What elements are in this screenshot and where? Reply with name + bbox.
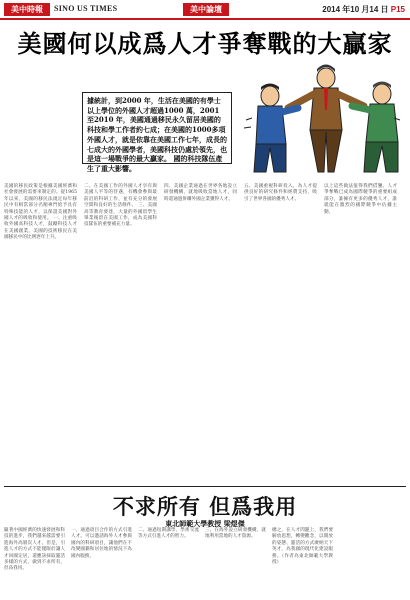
article-paragraph: 以上這些做法值得我們借鑒。人才爭奪戰已成為國際競爭的重要組成部分，誰擁有更多的優秀人才，誰就能在激烈的國際競爭中佔據主動。 <box>324 184 397 215</box>
summary-text: 據統計，到2000 年，生活在美國的有學士以上學位的外國人才超過1000 萬，2001 至2010 年，美國通過移民永久留居美國的科技和學工作者約七成；在美國的1000多項外國人才，就是依靠在美國工作七年，成長的七成大的外國學者，美國科技仍處於領先，也是這一場戰爭的最大贏家。 <box>87 96 227 164</box>
article-column-3 <box>164 184 237 482</box>
article-column-1 <box>4 184 77 482</box>
article-paragraph: 一、注重吸收外國高科技人才，鼓勵科技人才在美國創業。美國的技術移民在美國移民中的比例逐年上升。 <box>4 216 77 241</box>
summary-text-end: 國的科技隊伍產生了重大影響。 <box>87 154 223 173</box>
article2-column-3 <box>138 528 199 598</box>
summary-box <box>82 92 232 173</box>
article-paragraph: 二、在美國工作的外國人才享有與美國人平等的待遇，有機會參與最前沿的科研工作，並有充分的發展空間和良好的生活條件。 <box>84 184 157 209</box>
article-paragraph: 總之，在人才問題上，我們要解放思想，轉變觀念，以開放的姿態、靈活的方式廣納天下英才，為我國的現代化建設服務。（作者為東北師範大學教授） <box>272 528 333 566</box>
article-paragraph: 三、美國高等教育發達，大量的外國留學生畢業後留在美國工作，成為美國科技隊伍的重要補充力量。 <box>84 203 157 228</box>
article-paragraph: 三、在海外設立研發機構，就地利用當地的人才資源。 <box>205 528 266 540</box>
debate-cartoon-icon <box>240 60 405 176</box>
newspaper-logo: 美中時報 <box>4 3 50 16</box>
newspaper-name-en: SINO US TIMES <box>54 4 118 13</box>
second-headline: 不求所有 但爲我用 <box>112 495 298 519</box>
article-paragraph: 一、通過項目合作的方式引進人才。可以邀請海外人才參與國內的科研項目，讓他們在不改變國籍和居住地的情況下為國內服務。 <box>71 528 132 559</box>
article2-column-5 <box>272 528 333 598</box>
article-column-5 <box>324 184 397 482</box>
article-column-4 <box>244 184 317 482</box>
article-paragraph: 四、美國企業通過在世界各地設立研發機構，就地吸收當地人才，同時還通過併購外國企業獲得人才。 <box>164 184 237 202</box>
article-paragraph: 美國的移民政策是根據美國經濟和社會發展的需要來制定的。從1965年以來，美國的移民法規定每年移民中有相當部分名額專門給予具有特殊技能的人才，以保證美國對外國人才的吸收和使用。 <box>4 184 77 222</box>
illustration <box>240 60 405 176</box>
article2-column-1 <box>4 528 65 598</box>
section-divider <box>4 486 406 487</box>
article-paragraph: 隨著中國經濟的快速發展和科技的進步，我們越來越需要引進海外高層次人才。但是，引進人才的方式不能僅限於讓人才回國定居，還應該採取靈活多樣的方式，做到不求所有，但爲我用。 <box>4 528 65 572</box>
page-number: P15 <box>390 5 405 14</box>
article2-column-4 <box>205 528 266 598</box>
main-headline: 美國何以成爲人才爭奪戰的大贏家 <box>17 30 393 58</box>
dateline <box>322 4 405 15</box>
masthead <box>0 0 410 20</box>
date: 2014 年10 月14 日 <box>322 5 389 14</box>
section-label: 美中論壇 <box>183 3 229 16</box>
article-paragraph: 二、通過短期講學、學術交流等方式引進人才的智力。 <box>138 528 199 540</box>
article2-column-2 <box>71 528 132 598</box>
article-paragraph: 五、美國重視科研投入，為人才提供良好的研究條件和經費支持，吸引了世界各國的優秀人才。 <box>244 184 317 202</box>
article-column-2 <box>84 184 157 482</box>
byline: 東北師範大學教授 梁煜傑 <box>165 520 245 528</box>
